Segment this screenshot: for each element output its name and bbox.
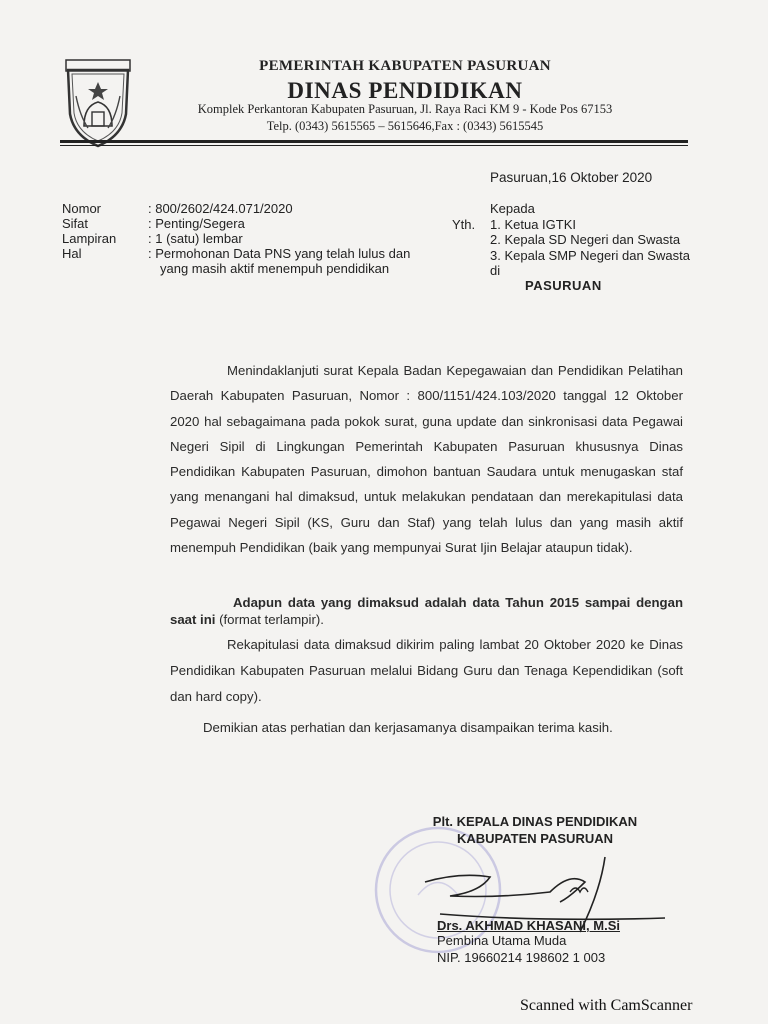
letterhead-address: Komplek Perkantoran Kabupaten Pasuruan, Jl. Raya Raci KM 9 - Kode Pos 67153 [197,102,613,116]
body-paragraph-3: Rekapitulasi data dimaksud dikirim paling lambat 20 Oktober 2020 ke Dinas Pendidikan Kabupaten Pasuruan melalui Bidang Guru dan Tenaga Kependidikan (soft dan hard copy). [170,637,683,704]
letterhead-government: PEMERINTAH KABUPATEN PASURUAN [259,58,551,74]
value-lampiran: : 1 (satu) lembar [148,231,243,246]
value-sifat: : Penting/Segera [148,216,245,231]
body-paragraph-2-normal: (format terlampir). [215,612,324,627]
body-paragraph-2-bold: Adapun data yang dimaksud adalah data Tahun 2015 sampai dengan saat ini [170,595,683,627]
letterhead-rule-thick [60,140,688,143]
recipient-item: 3. Kepala SMP Negeri dan Swasta [490,247,690,263]
body-paragraph-1: Menindaklanjuti surat Kepala Badan Kepegawaian dan Pendidikan Pelatihan Daerah Kabupaten Pasuruan, Nomor : 800/1151/424.103/2020 tanggal 12 Oktober 2020 hal sebagaimana pada pokok surat, guna update dan sinkronisasi data Pegawai Negeri Sipil di Lingkungan Pemerintah Kabupaten Pasuruan khususnya Dinas Pendidikan Kabupaten Pasuruan, dimohon bantuan Saudara untuk menugaskan staf yang menangani hal dimaksud, untuk melakukan pendataan dan merekapitulasi data Pegawai Negeri Sipil (KS, Guru dan Staf) yang telah lulus dan yang masih aktif menempuh Pendidikan (baik yang mempunyai Surat Ijin Belajar ataupun tidak). [170,363,683,556]
signatory-nip: NIP. 19660214 198602 1 003 [437,950,606,965]
letterhead-phone: Telp. (0343) 5615565 – 5615646,Fax : (0343) 5615545 [266,119,544,133]
label-sifat: Sifat [62,216,89,231]
body-paragraph-4: Demikian atas perhatian dan kerjasamanya disampaikan terima kasih. [203,720,613,735]
letterhead-rule-thin [60,145,688,146]
letterhead-agency: DINAS PENDIDIKAN [287,78,523,103]
recipient-item: 1. Ketua IGTKI [490,216,576,232]
value-hal: : Permohonan Data PNS yang telah lulus dan [148,246,411,261]
signatory-rank: Pembina Utama Muda [437,933,567,948]
signatory-region: KABUPATEN PASURUAN [457,831,613,846]
signatory-title: Plt. KEPALA DINAS PENDIDIKAN [432,814,638,829]
recipient-kepada: Kepada [490,201,535,216]
recipient-di: di [490,263,501,278]
meta-labels [62,201,116,261]
regency-crest-icon [62,56,134,148]
letter-date: Pasuruan,16 Oktober 2020 [490,170,653,185]
recipient-item: 2. Kepala SD Negeri dan Swasta [490,232,681,247]
label-nomor: Nomor [62,201,102,216]
body-paragraph-2 [170,594,683,628]
meta-values [148,201,410,276]
signatory-name: Drs. AKHMAD KHASANI, M.Si [437,918,620,933]
recipient-yth: Yth. [452,217,476,232]
label-hal: Hal [62,246,82,261]
scanner-watermark: Scanned with CamScanner [520,997,693,1014]
label-lampiran: Lampiran [62,231,117,246]
recipient-block [490,201,690,279]
value-hal-cont: yang masih aktif menempuh pendidikan [160,261,390,276]
value-nomor: : 800/2602/424.071/2020 [148,201,293,216]
recipient-city: PASURUAN [525,278,602,293]
